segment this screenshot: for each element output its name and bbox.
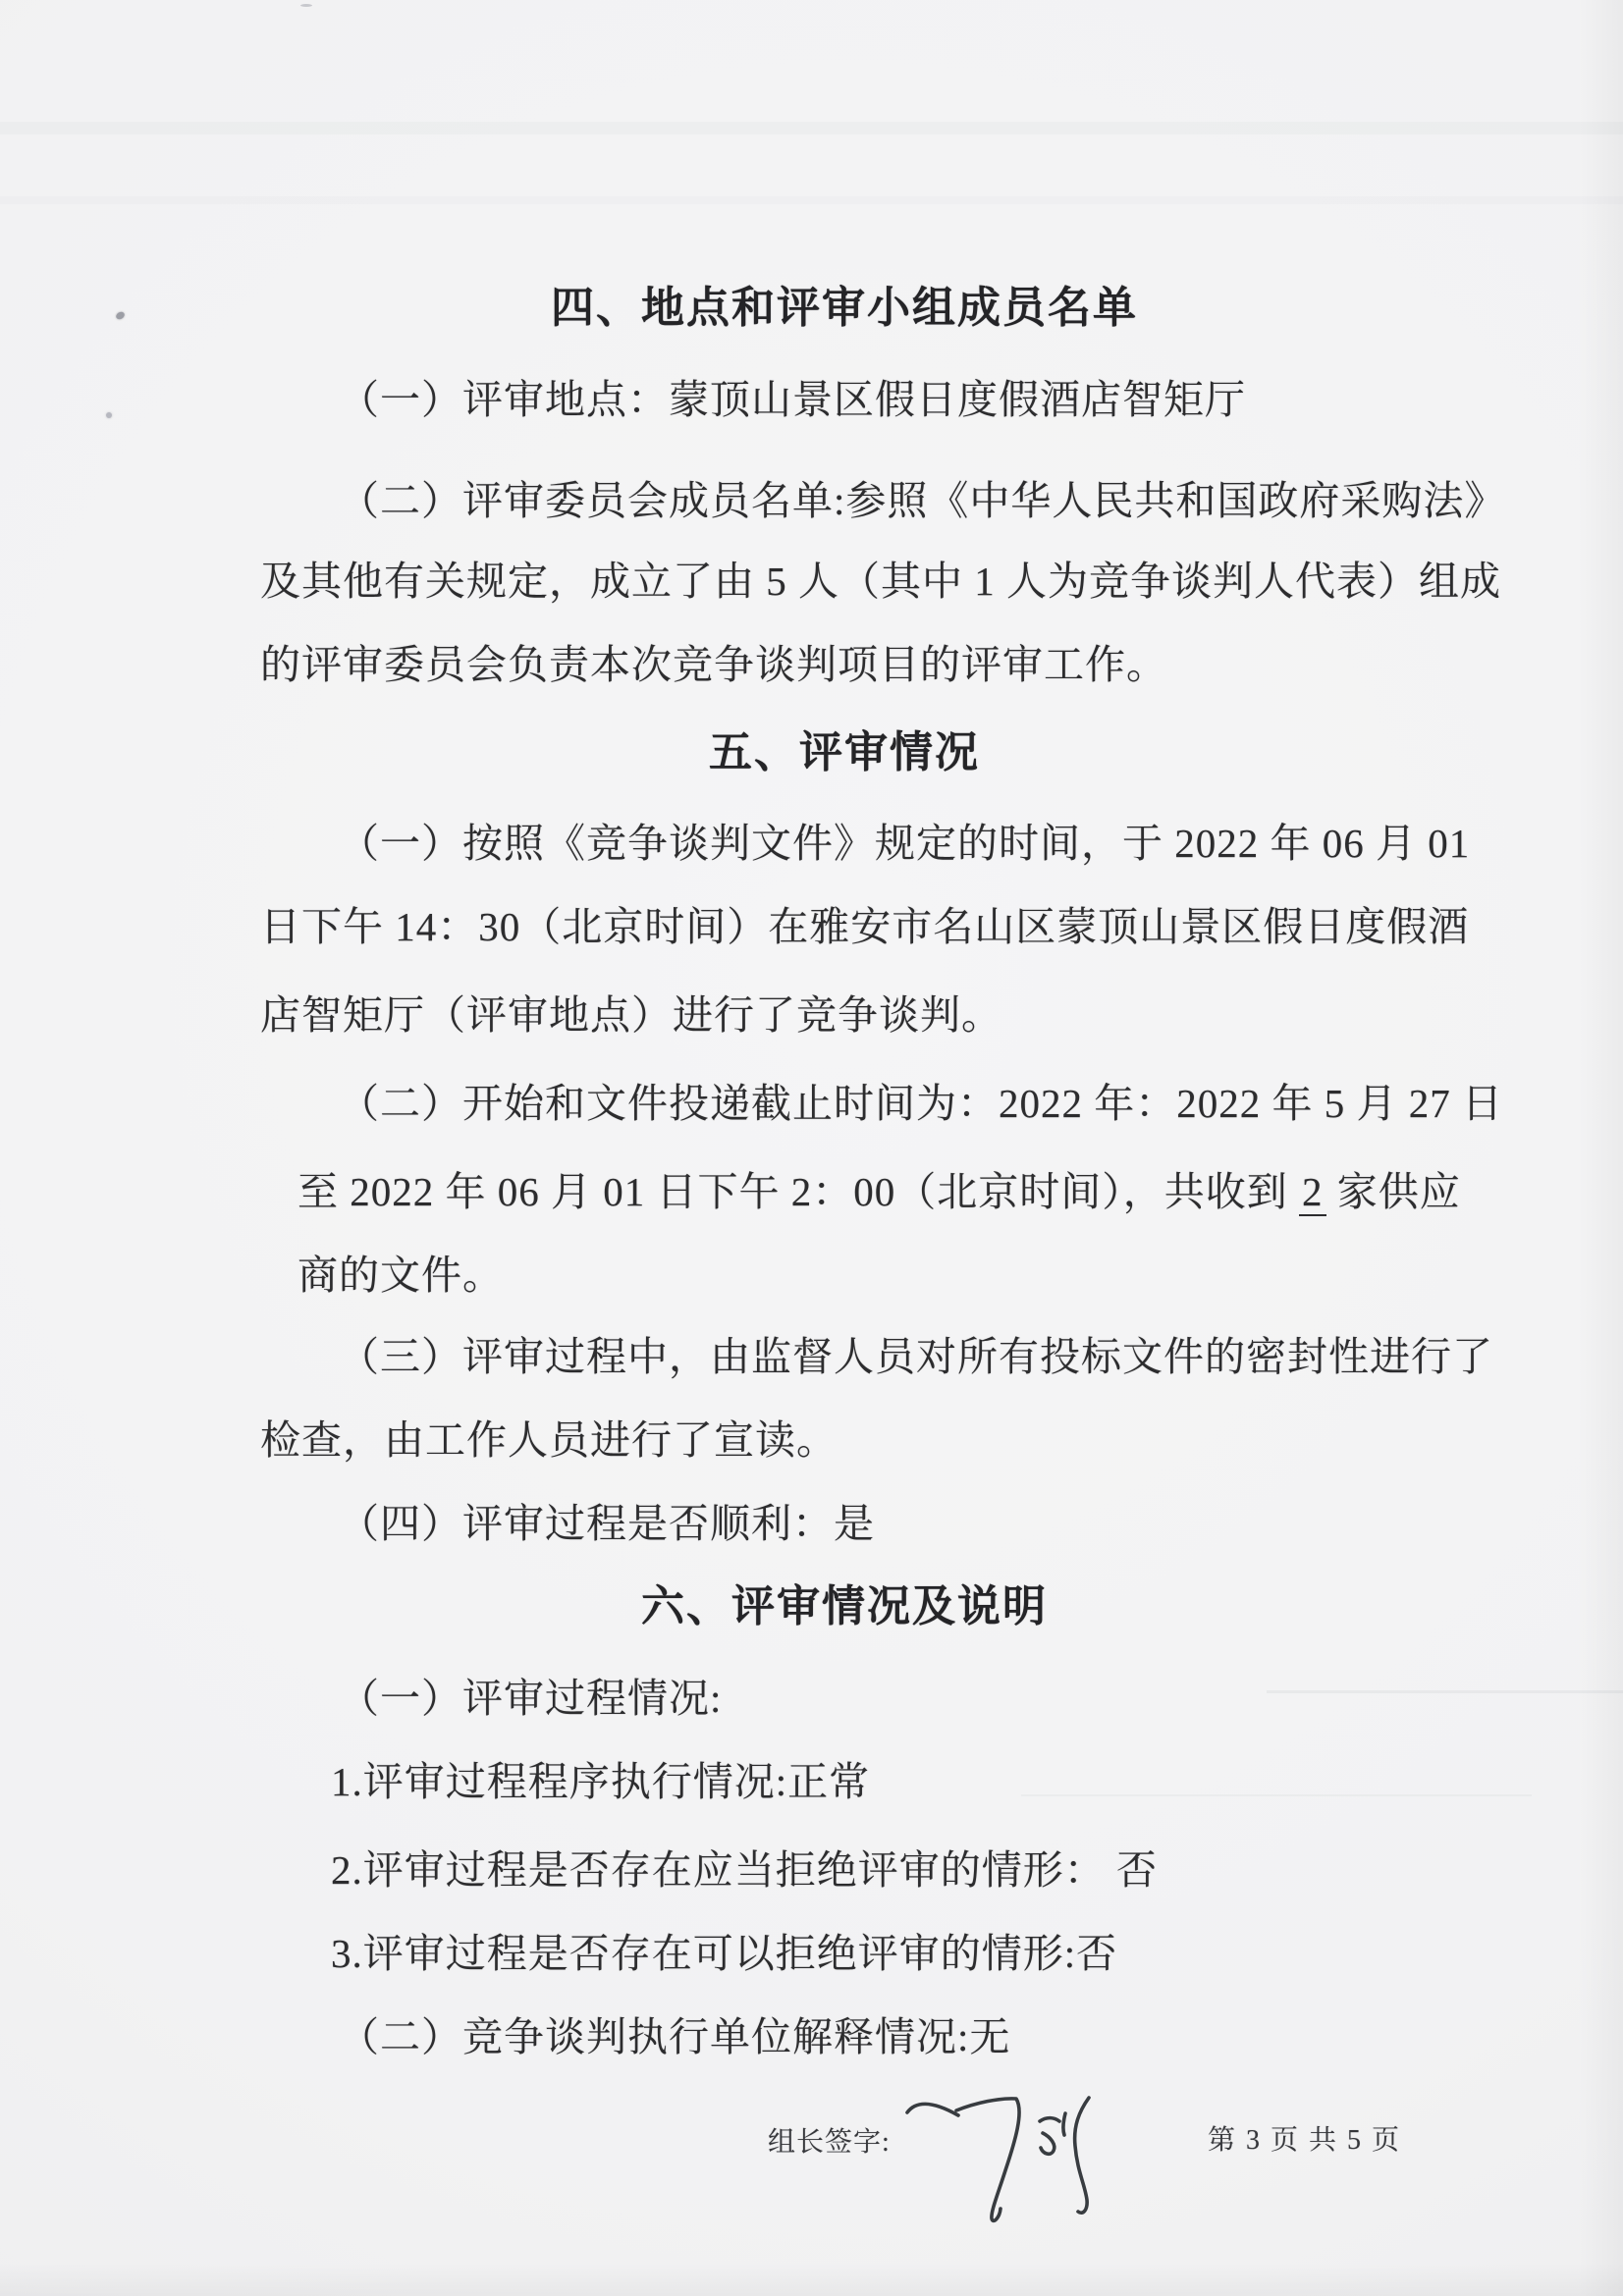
scan-speck [106,412,112,418]
deadline-text-post: 家供应 [1325,1169,1461,1214]
leader-signature-handwriting-icon [895,2071,1111,2238]
doc-line-deadline-cont [260,1168,1466,1215]
doc-line-review-location: （一）评审地点：蒙顶山景区假日度假酒店智矩厅 [339,377,1246,422]
deadline-text-pre: 至 2022 年 06 月 01 日下午 2：00（北京时间），共收到 [298,1169,1299,1214]
doc-line-process-smooth: （四）评审过程是否顺利：是 [339,1501,875,1546]
doc-line-time-place-cont: 日下午 14：30（北京时间）在雅安市名山区蒙顶山景区假日度假酒 [260,904,1470,949]
doc-line-committee-list: （二）评审委员会成员名单:参照《中华人民共和国政府采购法》 [339,478,1506,523]
doc-line-explanation: （二）竞争谈判执行单位解释情况:无 [339,2014,1011,2059]
doc-line-seal-check: （三）评审过程中，由监督人员对所有投标文件的密封性进行了 [339,1334,1493,1379]
supplier-count-underlined: 2 [1299,1169,1326,1216]
section-heading-5: 五、评审情况 [709,728,980,776]
doc-line-time-place-cont: 店智矩厅（评审地点）进行了竞争谈判。 [260,992,1002,1038]
section-heading-4: 四、地点和评审小组成员名单 [551,284,1138,332]
scan-band [0,122,1623,134]
footer-page-indicator: 第 3 页 共 5 页 [1208,2125,1402,2156]
doc-line-deadline-cont: 商的文件。 [298,1253,504,1298]
doc-line-time-place: （一）按照《竞争谈判文件》规定的时间，于 2022 年 06 月 01 [339,821,1471,866]
doc-line-item-1: 1.评审过程程序执行情况:正常 [331,1759,871,1804]
doc-line-committee-cont: 的评审委员会负责本次竞争谈判项目的评审工作。 [260,642,1167,687]
doc-line-committee-cont: 及其他有关规定，成立了由 5 人（其中 1 人为竞争谈判人代表）组成 [260,559,1501,604]
scan-band [0,196,1623,204]
doc-line-item-3: 3.评审过程是否存在可以拒绝评审的情形:否 [331,1931,1118,1976]
scan-speck [115,310,126,321]
scan-speck [300,4,312,7]
doc-line-item-2: 2.评审过程是否存在应当拒绝评审的情形： 否 [331,1847,1158,1893]
scan-edge-shadow [1578,0,1623,2296]
section-heading-6: 六、评审情况及说明 [641,1582,1048,1630]
doc-line-deadline: （二）开始和文件投递截止时间为：2022 年：2022 年 5 月 27 日 [339,1081,1503,1126]
doc-line-seal-check-cont: 检查，由工作人员进行了宣读。 [260,1417,838,1463]
scan-edge-shadow [0,2263,1623,2296]
doc-line-process-overview: （一）评审过程情况: [339,1676,723,1721]
footer-signature-label: 组长签字: [768,2127,891,2158]
